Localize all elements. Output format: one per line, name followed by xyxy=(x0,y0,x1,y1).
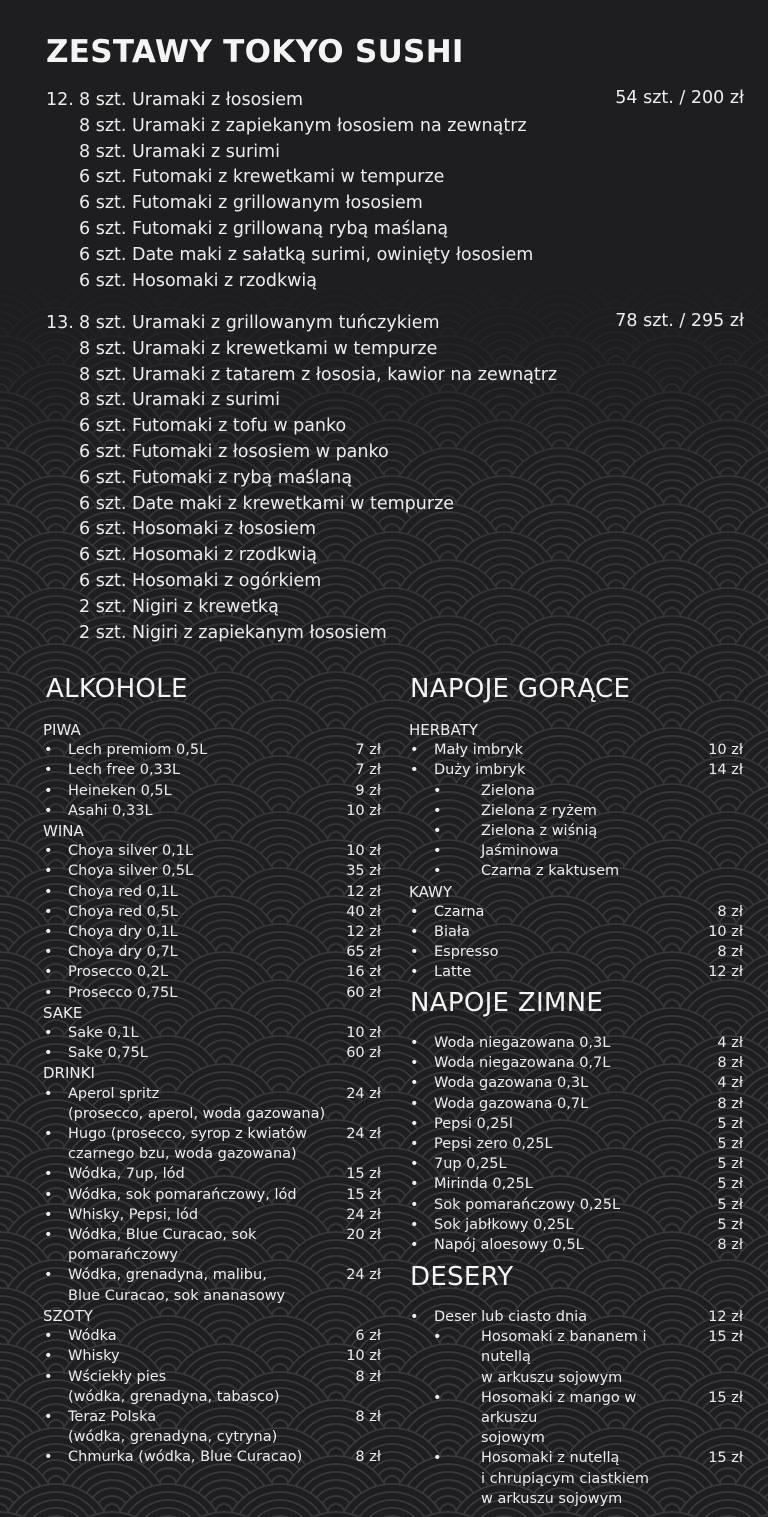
list-item: • Biała 10 zł xyxy=(410,924,743,941)
section-label-kawy: KAWY xyxy=(409,882,453,901)
set-item: 8 szt. Uramaki z zapiekanym łososiem na zewnątrz xyxy=(79,115,527,136)
list-item: • Chmurka (wódka, Blue Curacao) 8 zł xyxy=(44,1449,381,1466)
list-item: • Sake 0,1L 10 zł xyxy=(44,1025,381,1042)
list-item: • Zielona z ryżem xyxy=(433,802,597,819)
napoje-gorace-heading: NAPOJE GORĄCE xyxy=(410,674,631,704)
list-item: • Duży imbryk 14 zł xyxy=(410,762,743,779)
set-item: 6 szt. Hosomaki z rzodkwią xyxy=(79,270,317,291)
list-item: • Latte 12 zł xyxy=(410,964,743,981)
set-12-price: 54 szt. / 200 zł xyxy=(615,88,744,108)
page-title: ZESTAWY TOKYO SUSHI xyxy=(46,34,464,70)
set-item: 6 szt. Date maki z krewetkami w tempurze xyxy=(79,493,455,514)
list-item: • Sok pomarańczowy 0,25L 5 zł xyxy=(410,1196,743,1213)
list-item: • Hosomaki z bananem i nutellą w arkuszu sojowym 15 zł xyxy=(433,1329,743,1386)
list-item: • Pepsi zero 0,25L 5 zł xyxy=(410,1136,743,1153)
list-item: • Zielona xyxy=(433,782,535,799)
list-item: • Choya dry 0,7L 65 zł xyxy=(44,944,381,961)
set-item: 6 szt. Hosomaki z ogórkiem xyxy=(79,570,322,591)
list-item: • Mały imbryk 10 zł xyxy=(410,742,743,759)
section-label-sake: SAKE xyxy=(43,1003,83,1022)
set-item: 6 szt. Hosomaki z łososiem xyxy=(79,519,317,540)
list-item: • Choya dry 0,1L 12 zł xyxy=(44,924,381,941)
list-item: • Wódka, sok pomarańczowy, lód 15 zł xyxy=(44,1186,381,1203)
set-item: 6 szt. Futomaki z grillowanym łososiem xyxy=(79,193,423,214)
set-item: 2 szt. Nigiri z zapiekanym łososiem xyxy=(79,622,387,643)
set-item: 8 szt. Uramaki z grillowanym tuńczykiem xyxy=(79,313,440,333)
list-item: • Hosomaki z nutellą i chrupiącym ciastkiem w arkuszu sojowym 15 zł xyxy=(433,1450,743,1507)
set-item: 8 szt. Uramaki z łososiem xyxy=(79,90,304,110)
list-item: • Prosecco 0,75L 60 zł xyxy=(44,984,381,1001)
set-item: 8 szt. Uramaki z surimi xyxy=(79,390,280,411)
section-label-drinki: DRINKI xyxy=(43,1064,95,1083)
list-item: • Woda niegazowana 0,3L 4 zł xyxy=(410,1035,743,1051)
list-item: • Hosomaki z mango w arkuszu sojowym 15 zł xyxy=(433,1389,743,1447)
set-item: 6 szt. Futomaki z rybą maślaną xyxy=(79,467,353,488)
set-item: 6 szt. Futomaki z łososiem w panko xyxy=(79,441,389,462)
alkohole-heading: ALKOHOLE xyxy=(46,674,188,704)
alkohole-list xyxy=(43,720,381,1468)
set-number: 12. xyxy=(46,90,74,110)
list-item: • Deser lub ciasto dnia 12 zł xyxy=(410,1309,743,1325)
desery-list xyxy=(409,1307,743,1509)
set-13 xyxy=(46,311,586,646)
list-item: • Whisky 10 zł xyxy=(44,1348,381,1365)
section-label-szoty: SZOTY xyxy=(43,1306,93,1325)
list-item: • Asahi 0,33L 10 zł xyxy=(44,802,381,819)
list-item: • Wódka 6 zł xyxy=(44,1328,381,1345)
napoje-gorace-list xyxy=(409,720,743,983)
list-item: • Pepsi 0,25l 5 zł xyxy=(410,1115,743,1132)
list-item: • Czarna z kaktusem xyxy=(433,863,620,880)
list-item: • Mirinda 0,25L 5 zł xyxy=(410,1176,743,1193)
list-item: • Choya red 0,5L 40 zł xyxy=(44,903,381,920)
list-item: • Wódka, grenadyna, malibu, Blue Curacao, sok ananasowy 24 zł xyxy=(44,1267,381,1304)
set-item: 6 szt. Futomaki z grillowaną rybą maślaną xyxy=(79,218,449,239)
napoje-zimne-list xyxy=(409,1033,743,1255)
list-item: • Woda niegazowana 0,7L 8 zł xyxy=(410,1055,743,1072)
list-item: • Woda gazowana 0,3L 4 zł xyxy=(410,1075,743,1092)
list-item: • Wódka, Blue Curacao, sok pomarańczowy 20 zł xyxy=(44,1227,381,1264)
list-item: • 7up 0,25L 5 zł xyxy=(410,1156,743,1173)
list-item: • Woda gazowana 0,7L 8 zł xyxy=(410,1095,743,1112)
list-item: • Sok jabłkowy 0,25L 5 zł xyxy=(410,1216,743,1233)
set-item: 8 szt. Uramaki z krewetkami w tempurze xyxy=(79,338,438,359)
section-label-herbaty: HERBATY xyxy=(409,721,478,739)
set-13-price: 78 szt. / 295 zł xyxy=(615,311,744,331)
set-12 xyxy=(46,88,566,294)
set-item: 8 szt. Uramaki z surimi xyxy=(79,141,280,162)
list-item: • Lech premiom 0,5L 7 zł xyxy=(44,742,381,759)
set-item: 8 szt. Uramaki z tatarem z łososia, kawior na zewnątrz xyxy=(79,364,558,385)
section-label-wina: WINA xyxy=(43,822,84,841)
section-label-piwa: PIWA xyxy=(43,721,81,739)
list-item: • Lech free 0,33L 7 zł xyxy=(44,762,381,779)
set-item: 6 szt. Hosomaki z rzodkwią xyxy=(79,545,317,566)
list-item: • Choya red 0,1L 12 zł xyxy=(44,883,381,900)
desery-heading: DESERY xyxy=(410,1262,514,1292)
list-item: • Hugo (prosecco, syrop z kwiatów czarnego bzu, woda gazowana) 24 zł xyxy=(44,1126,381,1163)
list-item: • Zielona z wiśnią xyxy=(433,823,598,840)
list-item: • Wściekły pies (wódka, grenadyna, tabasco) 8 zł xyxy=(44,1368,381,1405)
list-item: • Wódka, 7up, lód 15 zł xyxy=(44,1166,381,1183)
list-item: • Teraz Polska (wódka, grenadyna, cytryna) 8 zł xyxy=(44,1408,381,1446)
list-item: • Napój aloesowy 0,5L 8 zł xyxy=(410,1237,743,1254)
list-item: • Choya silver 0,5L 35 zł xyxy=(44,863,381,880)
list-item: • Choya silver 0,1L 10 zł xyxy=(44,843,381,860)
set-item: 6 szt. Futomaki z tofu w panko xyxy=(79,416,347,437)
list-item: • Heineken 0,5L 9 zł xyxy=(44,782,381,799)
list-item: • Espresso 8 zł xyxy=(410,944,743,961)
set-item: 2 szt. Nigiri z krewetką xyxy=(79,596,279,617)
list-item: • Prosecco 0,2L 16 zł xyxy=(44,964,381,981)
list-item: • Czarna 8 zł xyxy=(410,903,743,920)
set-item: 6 szt. Futomaki z krewetkami w tempurze xyxy=(79,167,445,188)
list-item: • Sake 0,75L 60 zł xyxy=(44,1045,381,1062)
set-number: 13. xyxy=(46,313,74,333)
list-item: • Aperol spritz (prosecco, aperol, woda gazowana) 24 zł xyxy=(44,1085,381,1122)
list-item: • Jaśminowa xyxy=(433,843,559,860)
list-item: • Whisky, Pepsi, lód 24 zł xyxy=(44,1206,381,1223)
napoje-zimne-heading: NAPOJE ZIMNE xyxy=(410,988,604,1018)
set-item: 6 szt. Date maki z sałatką surimi, owinięty łososiem xyxy=(79,244,534,265)
